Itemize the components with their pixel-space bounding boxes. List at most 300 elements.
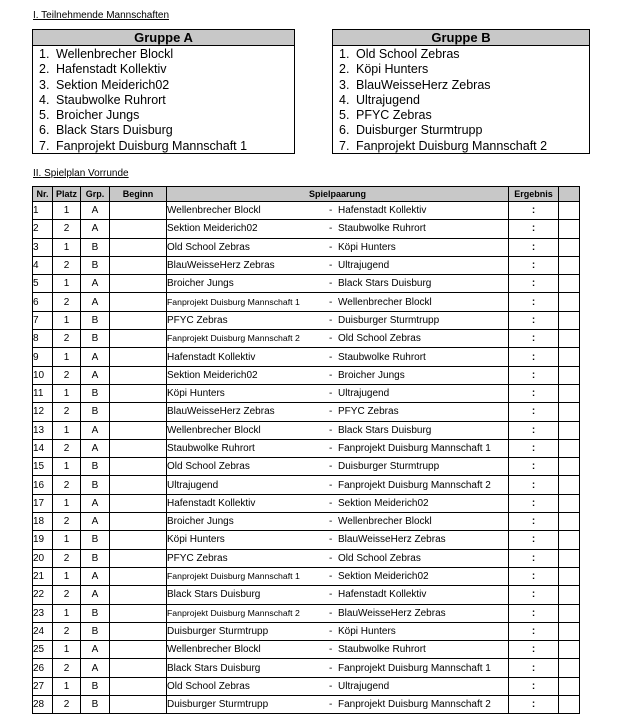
pairing-dash: - — [329, 644, 333, 656]
blank-cell — [559, 238, 580, 256]
away-team: Black Stars Duisburg — [338, 278, 432, 290]
match-group: B — [81, 476, 110, 494]
match-field: 1 — [53, 202, 81, 220]
pairing-dash: - — [329, 388, 333, 400]
match-pairing — [167, 421, 509, 439]
away-team: BlauWeisseHerz Zebras — [338, 607, 446, 619]
match-result: : — [509, 696, 559, 714]
home-team: Köpi Hunters — [167, 388, 225, 400]
away-team: Staubwolke Ruhrort — [338, 644, 426, 656]
group-b-title: Gruppe B — [333, 30, 589, 46]
match-field: 1 — [53, 567, 81, 585]
match-pairing — [167, 458, 509, 476]
match-start-time — [110, 439, 167, 457]
match-start-time — [110, 513, 167, 531]
match-start-time — [110, 567, 167, 585]
match-field: 2 — [53, 659, 81, 677]
match-pairing — [167, 476, 509, 494]
table-row — [33, 330, 580, 348]
match-number: 2 — [33, 220, 53, 238]
match-number: 24 — [33, 622, 53, 640]
match-group: A — [81, 513, 110, 531]
home-team: Wellenbrecher Blockl — [167, 424, 261, 436]
blank-cell — [559, 494, 580, 512]
match-start-time — [110, 256, 167, 274]
match-result: : — [509, 330, 559, 348]
match-number: 19 — [33, 531, 53, 549]
match-result: : — [509, 458, 559, 476]
group-a-team: 7. Fanprojekt Duisburg Mannschaft 1 — [39, 138, 248, 153]
match-field: 1 — [53, 677, 81, 695]
table-row — [33, 622, 580, 640]
table-row — [33, 513, 580, 531]
match-result: : — [509, 513, 559, 531]
match-number: 8 — [33, 330, 53, 348]
match-start-time — [110, 348, 167, 366]
match-field: 2 — [53, 513, 81, 531]
away-team: Duisburger Sturmtrupp — [338, 314, 440, 326]
home-team: PFYC Zebras — [167, 552, 228, 564]
match-number: 26 — [33, 659, 53, 677]
match-start-time — [110, 238, 167, 256]
away-team: Köpi Hunters — [338, 241, 396, 253]
blank-cell — [559, 439, 580, 457]
match-result: : — [509, 476, 559, 494]
match-result: : — [509, 622, 559, 640]
match-group: A — [81, 494, 110, 512]
match-field: 2 — [53, 366, 81, 384]
match-start-time — [110, 604, 167, 622]
pairing-dash: - — [329, 314, 333, 326]
group-b-team: 1. Old School Zebras — [339, 47, 460, 61]
match-number: 16 — [33, 476, 53, 494]
home-team: Fanprojekt Duisburg Mannschaft 2 — [167, 607, 300, 618]
group-a-team: 6. Black Stars Duisburg — [39, 123, 173, 138]
match-field: 2 — [53, 622, 81, 640]
group-b-team: 7. Fanprojekt Duisburg Mannschaft 2 — [339, 138, 548, 153]
match-field: 1 — [53, 311, 81, 329]
table-row — [33, 604, 580, 622]
match-result: : — [509, 238, 559, 256]
match-number: 6 — [33, 293, 53, 311]
away-team: Black Stars Duisburg — [338, 424, 432, 436]
match-start-time — [110, 494, 167, 512]
match-pairing — [167, 238, 509, 256]
match-pairing — [167, 641, 509, 659]
pairing-dash: - — [329, 223, 333, 235]
match-number: 20 — [33, 549, 53, 567]
match-result: : — [509, 348, 559, 366]
home-team: Sektion Meiderich02 — [167, 369, 258, 381]
blank-cell — [559, 202, 580, 220]
group-b-team: 4. Ultrajugend — [339, 92, 420, 107]
match-result: : — [509, 366, 559, 384]
match-start-time — [110, 622, 167, 640]
match-number: 28 — [33, 696, 53, 714]
match-pairing — [167, 256, 509, 274]
match-field: 2 — [53, 403, 81, 421]
match-start-time — [110, 366, 167, 384]
match-start-time — [110, 458, 167, 476]
match-number: 12 — [33, 403, 53, 421]
match-start-time — [110, 476, 167, 494]
match-number: 1 — [33, 202, 53, 220]
match-start-time — [110, 330, 167, 348]
home-team: Köpi Hunters — [167, 534, 225, 546]
match-group: B — [81, 458, 110, 476]
match-number: 5 — [33, 275, 53, 293]
match-group: B — [81, 531, 110, 549]
match-group: B — [81, 384, 110, 402]
header-spielpaarung: Spielpaarung — [167, 187, 509, 202]
pairing-dash: - — [329, 241, 333, 253]
match-pairing — [167, 586, 509, 604]
match-group: A — [81, 348, 110, 366]
blank-cell — [559, 384, 580, 402]
away-team: BlauWeisseHerz Zebras — [338, 534, 446, 546]
home-team: Black Stars Duisburg — [167, 662, 261, 674]
away-team: Fanprojekt Duisburg Mannschaft 1 — [338, 662, 491, 674]
match-field: 2 — [53, 549, 81, 567]
section-title-teams: I. Teilnehmende Mannschaften — [33, 10, 170, 21]
match-result: : — [509, 531, 559, 549]
home-team: Old School Zebras — [167, 241, 250, 253]
match-start-time — [110, 696, 167, 714]
blank-cell — [559, 659, 580, 677]
section-title-schedule: II. Spielplan Vorrunde — [33, 168, 129, 179]
table-row — [33, 476, 580, 494]
schedule-header-row — [33, 187, 580, 202]
group-b-team: 3. BlauWeisseHerz Zebras — [339, 77, 491, 92]
match-pairing — [167, 311, 509, 329]
home-team: Staubwolke Ruhrort — [167, 443, 255, 454]
blank-cell — [559, 513, 580, 531]
match-number: 18 — [33, 513, 53, 531]
away-team: Ultrajugend — [338, 388, 390, 400]
match-start-time — [110, 549, 167, 567]
match-number: 17 — [33, 494, 53, 512]
away-team: Wellenbrecher Blockl — [338, 296, 432, 308]
group-b-team: 6. Duisburger Sturmtrupp — [339, 123, 483, 138]
match-field: 1 — [53, 238, 81, 256]
home-team: Duisburger Sturmtrupp — [167, 625, 269, 637]
match-result: : — [509, 293, 559, 311]
away-team: Fanprojekt Duisburg Mannschaft 2 — [338, 699, 491, 711]
blank-cell — [559, 366, 580, 384]
home-team: Black Stars Duisburg — [167, 589, 261, 601]
pairing-dash: - — [329, 516, 333, 528]
pairing-dash: - — [329, 479, 333, 491]
table-row — [33, 641, 580, 659]
pairing-dash: - — [329, 497, 333, 509]
match-group: B — [81, 677, 110, 695]
blank-cell — [559, 476, 580, 494]
match-start-time — [110, 659, 167, 677]
match-number: 27 — [33, 677, 53, 695]
match-result: : — [509, 384, 559, 402]
match-field: 2 — [53, 293, 81, 311]
match-number: 4 — [33, 256, 53, 274]
home-team: BlauWeisseHerz Zebras — [167, 406, 275, 418]
match-pairing — [167, 220, 509, 238]
match-field: 1 — [53, 421, 81, 439]
table-row — [33, 275, 580, 293]
home-team: Broicher Jungs — [167, 516, 234, 528]
home-team: Duisburger Sturmtrupp — [167, 699, 269, 711]
match-field: 1 — [53, 531, 81, 549]
match-result: : — [509, 659, 559, 677]
home-team: Hafenstadt Kollektiv — [167, 497, 256, 509]
match-group: A — [81, 366, 110, 384]
match-result: : — [509, 275, 559, 293]
group-a-team: 3. Sektion Meiderich02 — [39, 77, 170, 92]
match-result: : — [509, 220, 559, 238]
table-row — [33, 384, 580, 402]
match-pairing — [167, 330, 509, 348]
match-start-time — [110, 220, 167, 238]
match-pairing — [167, 439, 509, 457]
match-number: 23 — [33, 604, 53, 622]
match-pairing — [167, 513, 509, 531]
blank-cell — [559, 677, 580, 695]
match-group: A — [81, 641, 110, 659]
table-row — [33, 256, 580, 274]
pairing-dash: - — [329, 443, 333, 454]
home-team: Old School Zebras — [167, 680, 250, 692]
match-start-time — [110, 403, 167, 421]
away-team: Broicher Jungs — [338, 369, 405, 381]
match-field: 2 — [53, 476, 81, 494]
match-start-time — [110, 275, 167, 293]
match-start-time — [110, 677, 167, 695]
match-pairing — [167, 567, 509, 585]
match-field: 2 — [53, 586, 81, 604]
pairing-dash: - — [329, 699, 333, 711]
match-group: A — [81, 567, 110, 585]
away-team: Old School Zebras — [338, 333, 421, 345]
match-field: 2 — [53, 696, 81, 714]
pairing-dash: - — [329, 369, 333, 381]
match-result: : — [509, 677, 559, 695]
home-team: Sektion Meiderich02 — [167, 223, 258, 235]
table-row — [33, 586, 580, 604]
match-number: 21 — [33, 567, 53, 585]
match-field: 1 — [53, 494, 81, 512]
table-row — [33, 494, 580, 512]
match-pairing — [167, 549, 509, 567]
schedule-table — [32, 186, 580, 714]
header-nr: Nr. — [33, 187, 53, 202]
pairing-dash: - — [329, 351, 333, 363]
home-team: Fanprojekt Duisburg Mannschaft 1 — [167, 296, 300, 307]
match-start-time — [110, 641, 167, 659]
match-group: A — [81, 421, 110, 439]
away-team: Fanprojekt Duisburg Mannschaft 2 — [338, 479, 491, 491]
away-team: Hafenstadt Kollektiv — [338, 205, 427, 217]
match-group: B — [81, 549, 110, 567]
match-pairing — [167, 677, 509, 695]
table-row — [33, 238, 580, 256]
match-group: B — [81, 403, 110, 421]
match-group: A — [81, 439, 110, 457]
home-team: BlauWeisseHerz Zebras — [167, 260, 275, 272]
blank-cell — [559, 275, 580, 293]
blank-cell — [559, 567, 580, 585]
match-group: A — [81, 659, 110, 677]
pairing-dash: - — [329, 424, 333, 436]
table-row — [33, 421, 580, 439]
match-field: 1 — [53, 384, 81, 402]
home-team: Ultrajugend — [167, 479, 219, 491]
home-team: PFYC Zebras — [167, 314, 228, 326]
home-team: Fanprojekt Duisburg Mannschaft 2 — [167, 333, 300, 344]
pairing-dash: - — [329, 333, 333, 345]
match-field: 1 — [53, 348, 81, 366]
blank-cell — [559, 293, 580, 311]
table-row — [33, 293, 580, 311]
group-a-team: 1. Wellenbrecher Blockl — [39, 47, 174, 61]
match-start-time — [110, 202, 167, 220]
match-pairing — [167, 604, 509, 622]
table-row — [33, 531, 580, 549]
blank-cell — [559, 403, 580, 421]
away-team: Ultrajugend — [338, 260, 390, 272]
match-start-time — [110, 531, 167, 549]
away-team: PFYC Zebras — [338, 406, 399, 418]
match-group: B — [81, 696, 110, 714]
match-group: B — [81, 256, 110, 274]
pairing-dash: - — [329, 534, 333, 546]
blank-cell — [559, 641, 580, 659]
table-row — [33, 311, 580, 329]
match-result: : — [509, 567, 559, 585]
blank-cell — [559, 311, 580, 329]
match-pairing — [167, 622, 509, 640]
match-field: 2 — [53, 330, 81, 348]
blank-cell — [559, 604, 580, 622]
match-number: 11 — [33, 384, 53, 402]
match-group: B — [81, 311, 110, 329]
blank-cell — [559, 531, 580, 549]
match-group: B — [81, 238, 110, 256]
match-pairing — [167, 696, 509, 714]
away-team: Staubwolke Ruhrort — [338, 351, 426, 363]
pairing-dash: - — [329, 680, 333, 692]
home-team: Wellenbrecher Blockl — [167, 205, 261, 217]
pairing-dash: - — [329, 552, 333, 564]
pairing-dash: - — [329, 571, 333, 583]
table-row — [33, 439, 580, 457]
group-a-list — [33, 46, 294, 154]
match-pairing — [167, 494, 509, 512]
match-number: 25 — [33, 641, 53, 659]
table-row — [33, 696, 580, 714]
match-number: 3 — [33, 238, 53, 256]
group-b-team: 5. PFYC Zebras — [339, 108, 432, 123]
blank-cell — [559, 330, 580, 348]
header-beginn: Beginn — [110, 187, 167, 202]
match-pairing — [167, 293, 509, 311]
match-number: 13 — [33, 421, 53, 439]
group-a-title: Gruppe A — [33, 30, 294, 46]
match-field: 2 — [53, 256, 81, 274]
match-field: 2 — [53, 439, 81, 457]
match-field: 1 — [53, 275, 81, 293]
away-team: Duisburger Sturmtrupp — [338, 461, 440, 473]
blank-cell — [559, 586, 580, 604]
group-a-box — [32, 29, 295, 154]
match-result: : — [509, 403, 559, 421]
match-result: : — [509, 604, 559, 622]
away-team: Ultrajugend — [338, 680, 390, 692]
match-start-time — [110, 293, 167, 311]
group-a-team: 2. Hafenstadt Kollektiv — [39, 62, 167, 77]
match-group: A — [81, 220, 110, 238]
blank-cell — [559, 549, 580, 567]
pairing-dash: - — [329, 461, 333, 473]
away-team: Fanprojekt Duisburg Mannschaft 1 — [338, 443, 491, 454]
header-blank — [559, 187, 580, 202]
home-team: Wellenbrecher Blockl — [167, 644, 261, 656]
away-team: Wellenbrecher Blockl — [338, 516, 432, 528]
match-start-time — [110, 421, 167, 439]
match-number: 14 — [33, 439, 53, 457]
group-b-team: 2. Köpi Hunters — [339, 62, 429, 77]
match-number: 10 — [33, 366, 53, 384]
match-group: B — [81, 622, 110, 640]
match-number: 15 — [33, 458, 53, 476]
header-grp: Grp. — [81, 187, 110, 202]
match-pairing — [167, 403, 509, 421]
blank-cell — [559, 220, 580, 238]
table-row — [33, 348, 580, 366]
header-ergebnis: Ergebnis — [509, 187, 559, 202]
pairing-dash: - — [329, 589, 333, 601]
match-number: 9 — [33, 348, 53, 366]
blank-cell — [559, 696, 580, 714]
match-result: : — [509, 311, 559, 329]
match-group: A — [81, 202, 110, 220]
pairing-dash: - — [329, 662, 333, 674]
home-team: Old School Zebras — [167, 461, 250, 473]
match-result: : — [509, 586, 559, 604]
table-row — [33, 677, 580, 695]
match-start-time — [110, 586, 167, 604]
pairing-dash: - — [329, 260, 333, 272]
blank-cell — [559, 256, 580, 274]
table-row — [33, 567, 580, 585]
blank-cell — [559, 622, 580, 640]
match-result: : — [509, 549, 559, 567]
home-team: Broicher Jungs — [167, 278, 234, 290]
match-group: B — [81, 330, 110, 348]
away-team: Köpi Hunters — [338, 625, 396, 637]
away-team: Hafenstadt Kollektiv — [338, 589, 427, 601]
away-team: Sektion Meiderich02 — [338, 571, 429, 583]
away-team: Staubwolke Ruhrort — [338, 223, 426, 235]
table-row — [33, 220, 580, 238]
table-row — [33, 458, 580, 476]
match-pairing — [167, 531, 509, 549]
match-result: : — [509, 439, 559, 457]
match-pairing — [167, 366, 509, 384]
pairing-dash: - — [329, 296, 333, 308]
match-result: : — [509, 494, 559, 512]
blank-cell — [559, 458, 580, 476]
home-team: Fanprojekt Duisburg Mannschaft 1 — [167, 571, 300, 582]
table-row — [33, 366, 580, 384]
match-pairing — [167, 275, 509, 293]
